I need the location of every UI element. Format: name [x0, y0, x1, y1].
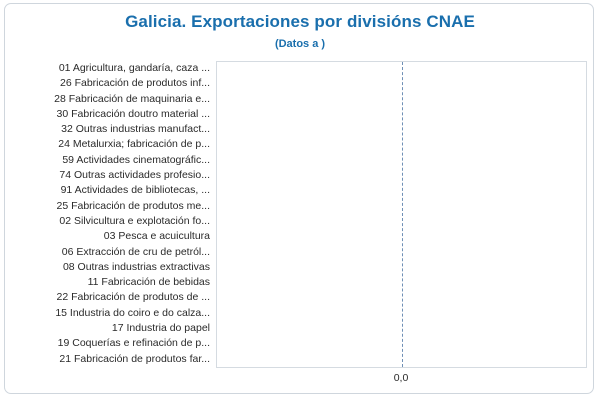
value-axis-tick-labels: [216, 372, 587, 384]
category-label: 21 Fabricación de produtos far...: [59, 352, 210, 365]
category-label: 06 Extracción de cru de petról...: [61, 245, 210, 258]
category-label: 02 Silvicultura e explotación fo...: [59, 214, 210, 227]
category-label: 01 Agricultura, gandaría, caza ...: [58, 62, 210, 74]
category-label: 08 Outras industrias extractivas: [62, 260, 210, 273]
category-label: 11 Fabricación de bebidas: [87, 276, 210, 289]
category-label: 17 Industria do papel: [111, 322, 210, 335]
category-label: 26 Fabricación de produtos inf...: [59, 77, 210, 90]
category-label: 24 Metalurxia; fabricación de p...: [58, 138, 210, 151]
category-label: 28 Fabricación de maquinaria e...: [54, 92, 210, 105]
category-label: 91 Actividades de bibliotecas, ...: [60, 184, 210, 197]
category-label: 22 Fabricación de produtos de ...: [56, 291, 210, 304]
zero-axis-line: [402, 62, 403, 367]
chart-title: Galicia. Exportaciones por divisións CNAE: [125, 12, 475, 31]
category-label: 19 Coquerías e refinación de p...: [57, 337, 210, 350]
chart-panel: [4, 3, 594, 394]
chart-subtitle: (Datos a ): [274, 38, 326, 50]
category-label: 74 Outras actividades profesio...: [59, 169, 210, 182]
category-axis-labels: [15, 61, 211, 368]
value-axis-tick: 0,0: [393, 372, 409, 384]
plot-area: [216, 61, 587, 368]
category-label: 03 Pesca e acuicultura: [103, 230, 210, 243]
category-label: 15 Industria do coiro e do calza...: [55, 306, 210, 319]
category-label: 25 Fabricación de produtos me...: [56, 199, 210, 212]
category-label: 59 Actividades cinematográfic...: [62, 153, 210, 166]
category-label: 32 Outras industrias manufact...: [61, 123, 210, 136]
category-label: 30 Fabricación doutro material ...: [56, 107, 210, 120]
